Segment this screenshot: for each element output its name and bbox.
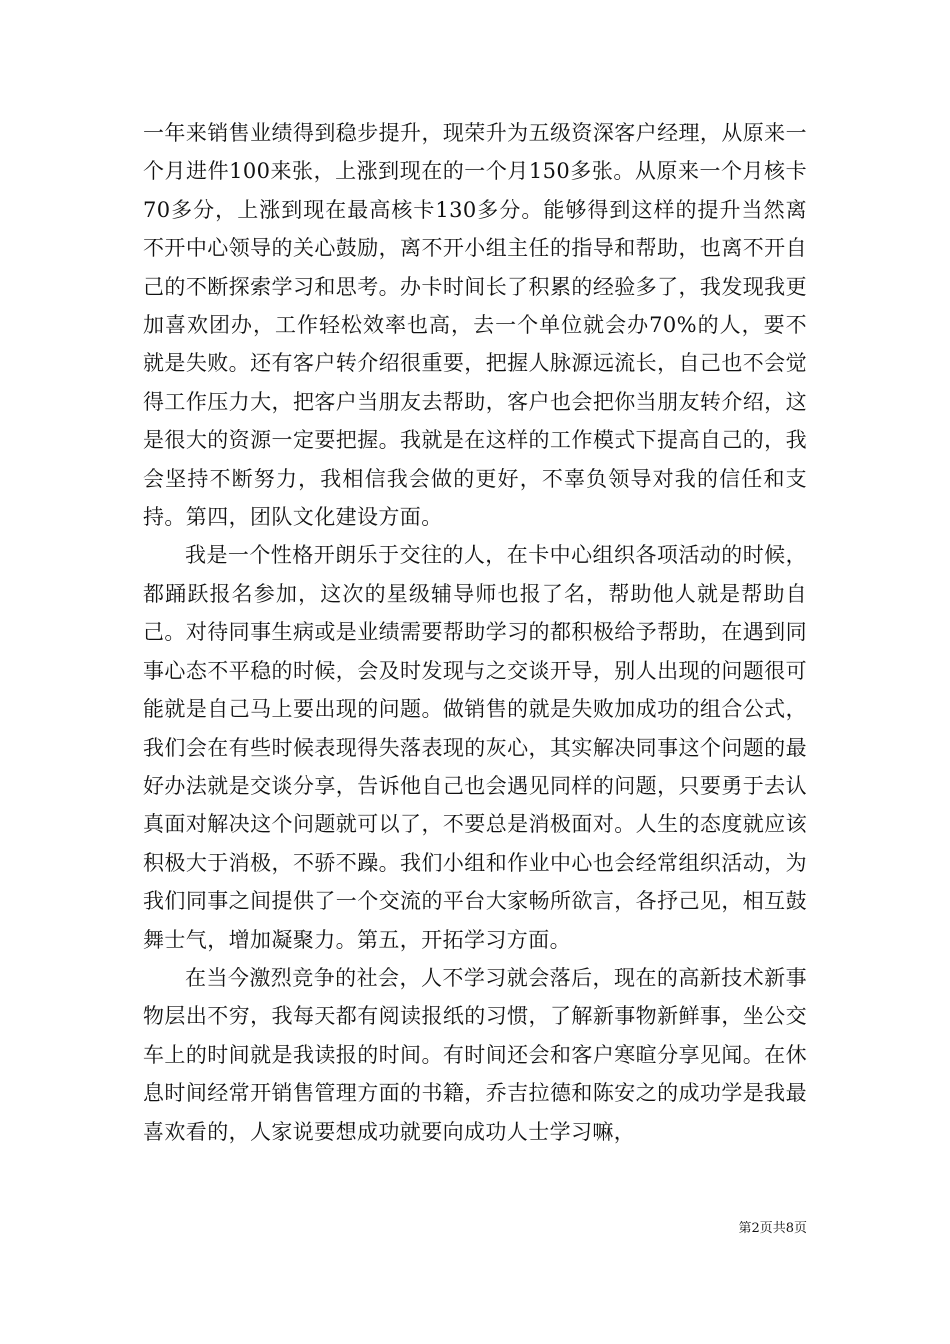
- paragraph-3: 在当今激烈竞争的社会，人不学习就会落后，现在的高新技术新事物层出不穷，我每天都有阅读报纸的习惯，了解新事物新鲜事，坐公交车上的时间就是我读报的时间。有时间还会和客户寒暄分享见闻。在休息时间经常开销售管理方面的书籍，乔吉拉德和陈安之的成功学是我最喜欢看的，人家说要想成功就要向成功人士学习嘛，: [143, 965, 807, 1144]
- page-number-footer: 第2页共8页: [738, 1221, 807, 1236]
- paragraph-2: 我是一个性格开朗乐于交往的人，在卡中心组织各项活动的时候，都踊跃报名参加，这次的星级辅导师也报了名，帮助他人就是帮助自己。对待同事生病或是业绩需要帮助学习的都积极给予帮助，在遇到同事心态不平稳的时候，会及时发现与之交谈开导，别人出现的问题很可能就是自己马上要出现的问题。做销售的就是失败加成功的组合公式，我们会在有些时候表现得失落表现的灰心，其实解决同事这个问题的最好办法就是交谈分享，告诉他自己也会遇见同样的问题，只要勇于去认真面对解决这个问题就可以了，不要总是消极面对。人生的态度就应该积极大于消极，不骄不躁。我们小组和作业中心也会经常组织活动，为我们同事之间提供了一个交流的平台大家畅所欲言，各抒己见，相互鼓舞士气，增加凝聚力。第五，开拓学习方面。: [143, 543, 807, 952]
- document-body: [143, 114, 807, 1151]
- paragraph-1: 一年来销售业绩得到稳步提升，现荣升为五级资深客户经理，从原来一个月进件100来张，上涨到现在的一个月150多张。从原来一个月核卡70多分，上涨到现在最高核卡130多分。能够得到这样的提升当然离不开中心领导的关心鼓励，离不开小组主任的指导和帮助，也离不开自己的不断探索学习和思考。办卡时间长了积累的经验多了，我发现我更加喜欢团办，工作轻松效率也高，去一个单位就会办70%的人，要不就是失败。还有客户转介绍很重要，把握人脉源远流长，自己也不会觉得工作压力大，把客户当朋友去帮助，客户也会把你当朋友转介绍，这是很大的资源一定要把握。我就是在这样的工作模式下提高自己的，我会坚持不断努力，我相信我会做的更好，不辜负领导对我的信任和支持。第四，团队文化建设方面。: [143, 121, 807, 530]
